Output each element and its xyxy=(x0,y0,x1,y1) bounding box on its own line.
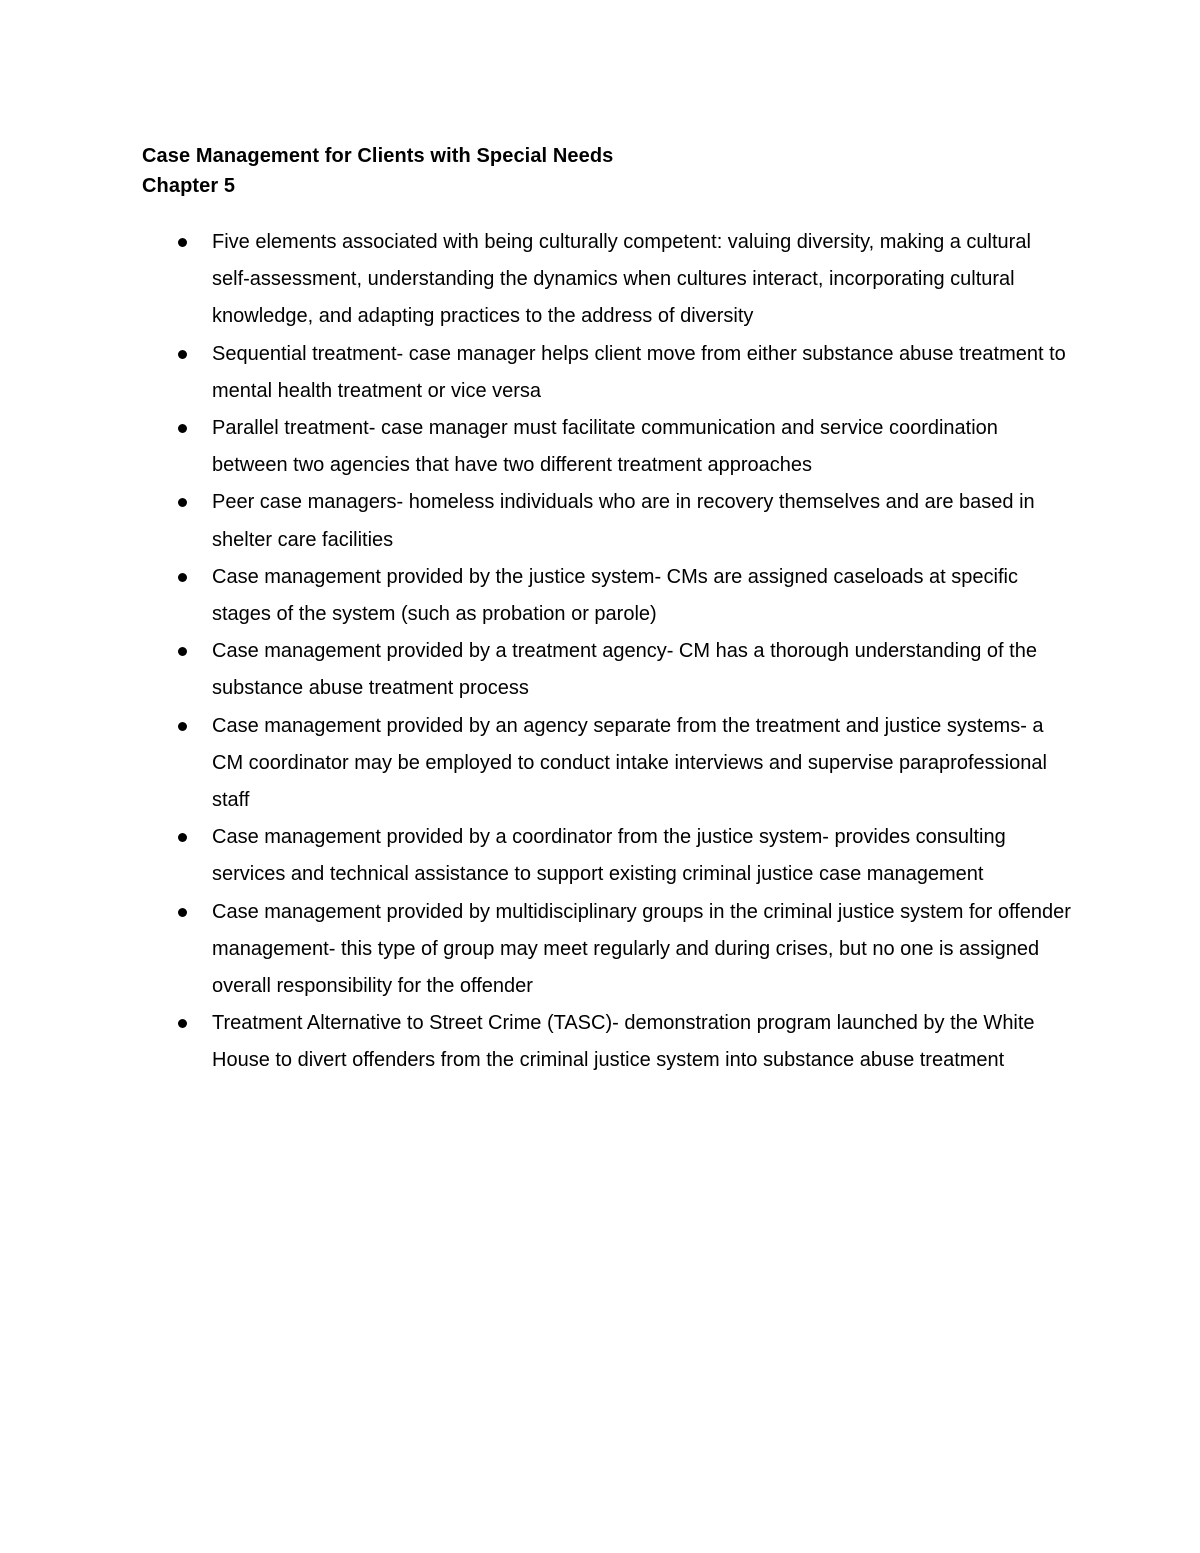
list-item xyxy=(0,1005,1072,1079)
bullet-icon xyxy=(178,722,187,731)
bullet-icon xyxy=(178,498,187,507)
list-item-text: Peer case managers- homeless individuals who are in recovery themselves and are based in shelter care facilities xyxy=(212,491,1035,551)
list-item-text: Case management provided by an agency separate from the treatment and justice systems- a CM coordinator may be employed to conduct intake interviews and supervise paraprofessional staff xyxy=(212,714,1047,812)
list-item-text: Treatment Alternative to Street Crime (TASC)- demonstration program launched by the White House to divert offenders from the criminal justice system into substance abuse treatment xyxy=(212,1012,1035,1072)
bullet-icon xyxy=(178,908,187,917)
document-title: Case Management for Clients with Special Needs xyxy=(142,145,614,167)
bullet-icon xyxy=(178,424,187,433)
bullet-list xyxy=(0,224,1200,1080)
list-item xyxy=(0,484,1072,558)
bullet-icon xyxy=(178,1019,187,1028)
list-item-text: Parallel treatment- case manager must facilitate communication and service coordination between two agencies that have two different treatment approaches xyxy=(212,417,998,477)
list-item-text: Five elements associated with being culturally competent: valuing diversity, making a cultural self-assessment, understanding the dynamics when cultures interact, incorporating cultural knowledge, and adapting practices to the address of diversity xyxy=(212,231,1031,328)
document-subtitle: Chapter 5 xyxy=(142,175,236,197)
list-item xyxy=(0,819,1072,893)
document-heading xyxy=(142,141,613,201)
bullet-icon xyxy=(178,647,187,656)
list-item xyxy=(0,708,1072,820)
list-item xyxy=(0,410,1072,484)
bullet-icon xyxy=(178,350,187,359)
bullet-icon xyxy=(178,573,187,582)
list-item xyxy=(0,224,1072,336)
list-item xyxy=(0,894,1072,1006)
list-item-text: Case management provided by multidisciplinary groups in the criminal justice system for offender management- this type of group may meet regularly and during crises, but no one is assigned overall responsibility for the offender xyxy=(212,900,1071,998)
list-item-text: Sequential treatment- case manager helps client move from either substance abuse treatment to mental health treatment or vice versa xyxy=(212,342,1066,402)
list-item xyxy=(0,336,1072,410)
list-item-text: Case management provided by a coordinator from the justice system- provides consulting services and technical assistance to support existing criminal justice case management xyxy=(212,826,1006,886)
list-item xyxy=(0,633,1072,707)
bullet-icon xyxy=(178,238,187,247)
list-item-text: Case management provided by the justice system- CMs are assigned caseloads at specific stages of the system (such as probation or parole) xyxy=(212,565,1018,626)
list-item xyxy=(0,559,1072,633)
list-item-text: Case management provided by a treatment agency- CM has a thorough understanding of the substance abuse treatment process xyxy=(212,640,1037,700)
bullet-icon xyxy=(178,833,187,842)
